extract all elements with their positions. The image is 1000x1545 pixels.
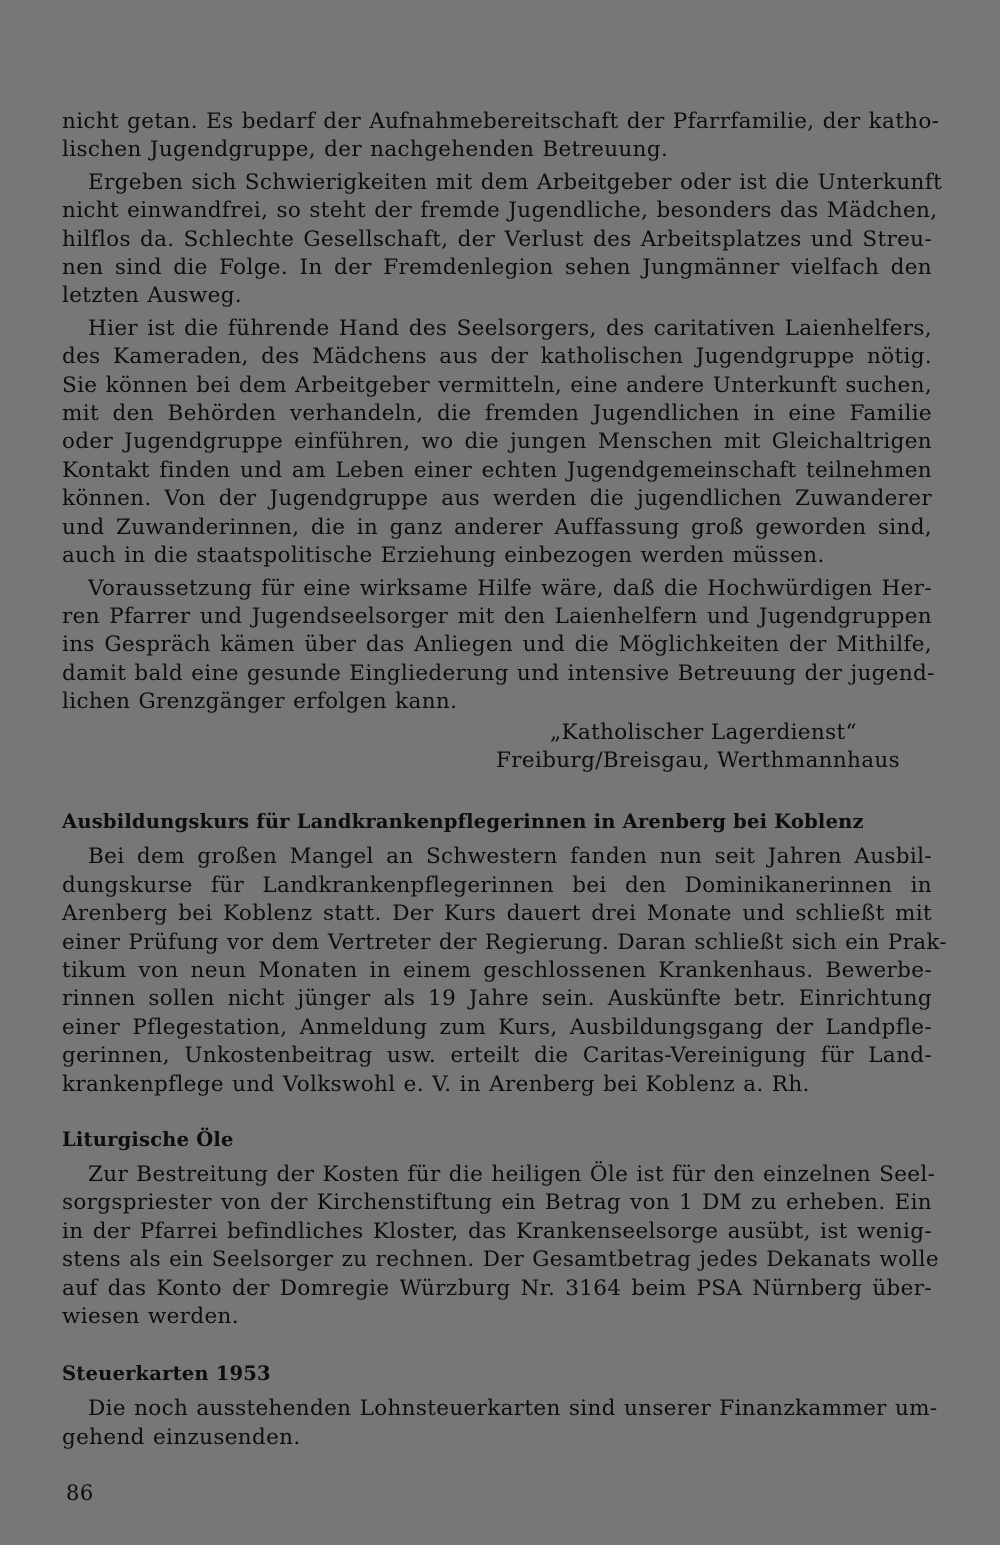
text-line: und Zuwanderinnen, die in ganz anderer Auffassung groß geworden sind, xyxy=(62,514,932,540)
signature-block xyxy=(62,719,932,776)
section-intro xyxy=(62,108,943,775)
section-heading: Steuerkarten 1953 xyxy=(62,1362,271,1386)
text-line: krankenpflege und Volkswohl e. V. in Arenberg bei Koblenz a. Rh. xyxy=(62,1071,810,1097)
text-line: Arenberg bei Koblenz statt. Der Kurs dauert drei Monate und schließt mit xyxy=(62,901,932,927)
text-line: des Kameraden, des Mädchens aus der katholischen Jugendgruppe nötig. xyxy=(62,344,932,370)
text-line: nen sind die Folge. In der Fremdenlegion sehen Jungmänner vielfach den xyxy=(62,255,932,281)
text-line: Bei dem großen Mangel an Schwestern fanden nun seit Jahren Ausbil- xyxy=(88,844,932,870)
text-line: wiesen werden. xyxy=(62,1304,239,1330)
text-line: mit den Behörden verhandeln, die fremden Jugendlichen in eine Familie xyxy=(62,401,932,427)
page-number: 86 xyxy=(66,1481,94,1505)
text-line: in der Pfarrei befindliches Kloster, das Krankenseelsorge ausübt, ist wenig- xyxy=(62,1218,932,1244)
paragraph xyxy=(62,843,948,1099)
text-line: einer Prüfung vor dem Vertreter der Regierung. Daran schließt sich ein Prak- xyxy=(62,929,948,955)
text-line: lischen Jugendgruppe, der nachgehenden Betreuung. xyxy=(62,137,669,163)
text-line: nicht einwandfrei, so steht der fremde Jugendliche, besonders das Mädchen, xyxy=(62,198,938,224)
section-heading: Liturgische Öle xyxy=(62,1128,234,1151)
paragraph xyxy=(62,1395,938,1452)
text-line: gehend einzusenden. xyxy=(62,1424,301,1450)
section-heading: Ausbildungskurs für Landkrankenpflegerinnen in Arenberg bei Koblenz xyxy=(62,810,864,834)
text-line: sorgspriester von der Kirchenstiftung ein Betrag von 1 DM zu erheben. Ein xyxy=(62,1190,932,1216)
text-line: tikum von neun Monaten in einem geschlossenen Krankenhaus. Bewerbe- xyxy=(62,957,932,983)
section-steuer xyxy=(62,1361,938,1452)
text-line: Die noch ausstehenden Lohnsteuerkarten sind unserer Finanzkammer um- xyxy=(88,1396,938,1422)
text-line: letzten Ausweg. xyxy=(62,283,242,309)
text-line: hilflos da. Schlechte Gesellschaft, der Verlust des Arbeitsplatzes und Streu- xyxy=(62,226,932,252)
section-arenberg xyxy=(62,809,948,1099)
text-line: Sie können bei dem Arbeitgeber vermitteln, eine andere Unterkunft suchen, xyxy=(62,372,932,398)
paragraph xyxy=(62,169,943,311)
text-line: stens als ein Seelsorger zu rechnen. Der Gesamtbetrag jedes Dekanats wolle xyxy=(62,1247,939,1273)
text-line: Kontakt finden und am Leben einer echten Jugendgemeinschaft teilnehmen xyxy=(62,457,932,483)
text-line: oder Jugendgruppe einführen, wo die jungen Menschen mit Gleichaltrigen xyxy=(62,429,932,455)
paragraph xyxy=(62,1161,939,1331)
signature-address: Freiburg/Breisgau, Werthmannhaus xyxy=(496,747,900,773)
text-line: Zur Bestreitung der Kosten für die heiligen Öle ist für den einzelnen Seel- xyxy=(88,1162,936,1187)
text-line: ren Pfarrer und Jugendseelsorger mit den Laienhelfern und Jugendgruppen xyxy=(62,603,932,629)
text-line: rinnen sollen nicht jünger als 19 Jahre sein. Auskünfte betr. Einrichtung xyxy=(62,986,932,1012)
text-line: können. Von der Jugendgruppe aus werden die jugendlichen Zuwanderer xyxy=(62,486,932,512)
text-line: lichen Grenzgänger erfolgen kann. xyxy=(62,689,458,715)
text-line: damit bald eine gesunde Eingliederung und intensive Betreuung der jugend- xyxy=(62,660,935,686)
paragraph xyxy=(62,315,932,571)
paragraph xyxy=(62,108,940,165)
text-line: gerinnen, Unkostenbeitrag usw. erteilt die Caritas-Vereinigung für Land- xyxy=(62,1043,932,1069)
section-oele xyxy=(62,1127,939,1331)
paragraph xyxy=(62,575,935,717)
text-line: auf das Konto der Domregie Würzburg Nr. 3164 beim PSA Nürnberg über- xyxy=(62,1275,932,1301)
signature-organization: „Katholischer Lagerdienst“ xyxy=(550,719,857,745)
text-line: ins Gespräch kämen über das Anliegen und die Möglichkeiten der Mithilfe, xyxy=(62,632,932,658)
text-line: dungskurse für Landkrankenpflegerinnen bei den Dominikanerinnen in xyxy=(62,872,932,898)
page-content xyxy=(62,108,948,1452)
text-line: Ergeben sich Schwierigkeiten mit dem Arbeitgeber oder ist die Unterkunft xyxy=(88,169,943,195)
text-line: einer Pflegestation, Anmeldung zum Kurs, Ausbildungsgang der Landpfle- xyxy=(62,1014,932,1040)
text-line: Voraussetzung für eine wirksame Hilfe wäre, daß die Hochwürdigen Her- xyxy=(88,575,932,601)
text-line: nicht getan. Es bedarf der Aufnahmebereitschaft der Pfarrfamilie, der katho- xyxy=(62,109,940,134)
text-line: auch in die staatspolitische Erziehung einbezogen werden müssen. xyxy=(62,543,825,569)
text-line: Hier ist die führende Hand des Seelsorgers, des caritativen Laienhelfers, xyxy=(88,315,932,341)
